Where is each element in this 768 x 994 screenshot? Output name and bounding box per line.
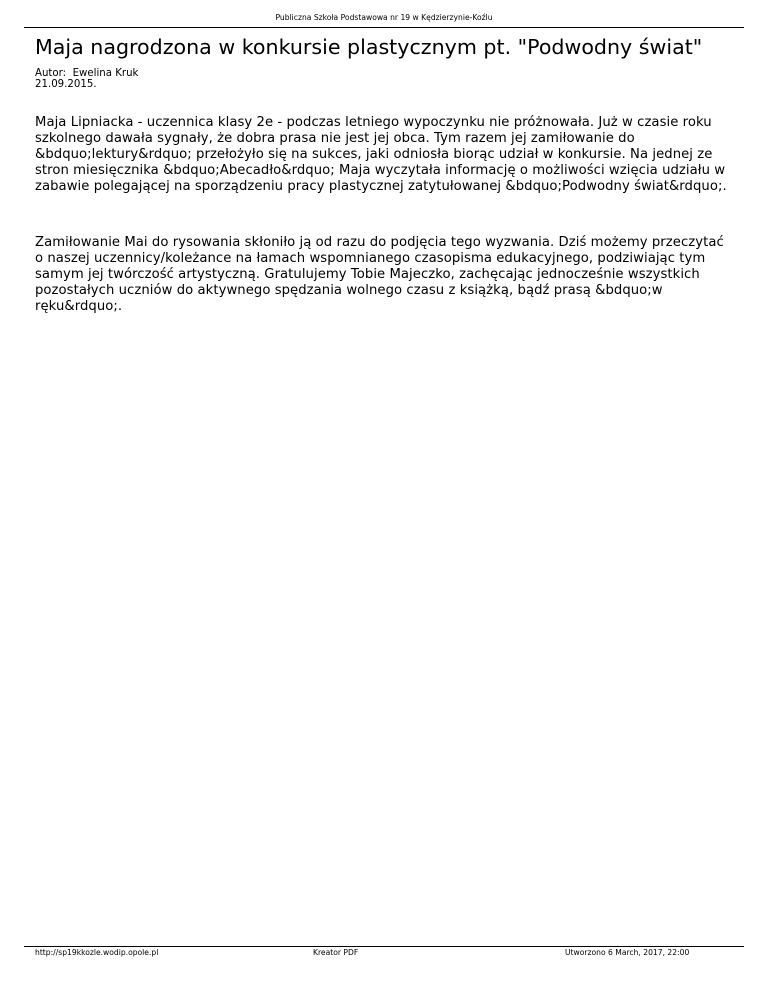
article-body (35, 115, 735, 315)
footer-url[interactable]: http://sp19kkozle.wodip.opole.pl (35, 948, 159, 957)
article-date: 21.09.2015. (35, 79, 97, 90)
article-meta (35, 68, 138, 90)
header-divider (24, 27, 744, 28)
article-title: Maja nagrodzona w konkursie plastycznym pt. "Podwodny świat" (35, 35, 703, 59)
paragraph: Maja Lipniacka - uczennica klasy 2e - podczas letniego wypoczynku nie próżnowała. Już w czasie roku szkolnego dawała sygnały, że dobra prasa nie jest jej obca. Tym razem jej zamiłowanie do &bdquo;lektury&rdquo; przełożyło się na sukces, jaki odniosła biorąc udział w konkursie. Na jednej ze stron miesięcznika &bdquo;Abecadło&rdquo; Maja wyczytała informację o możliwości wzięcia udziału w zabawie polegającej na sporządzeniu pracy plastycznej zatytułowanej &bdquo;Podwodny świat&rdquo;. (35, 115, 727, 194)
paragraph: Zamiłowanie Mai do rysowania skłoniło ją od razu do podjęcia tego wyzwania. Dziś możemy przeczytać o naszej uczennicy/koleżance na łamach wspomnianego czasopisma edukacyjnego, podziwiając tym samym jej twórczość artystyczną. Gratulujemy Tobie Majeczko, zachęcając jednocześnie wszystkich pozostałych uczniów do aktywnego spędzania wolnego czasu z książką, bądź prasą &bdquo;w ręku&rdquo;. (35, 235, 724, 314)
footer-creator: Kreator PDF (313, 948, 359, 957)
footer-created-date: Utworzono 6 March, 2017, 22:00 (565, 948, 690, 957)
author-line: Autor: Ewelina Kruk (35, 68, 139, 79)
footer-divider (24, 946, 744, 947)
page-header (24, 13, 744, 23)
school-name: Publiczna Szkoła Podstawowa nr 19 w Kędzierzynie-Koźlu (275, 13, 493, 22)
